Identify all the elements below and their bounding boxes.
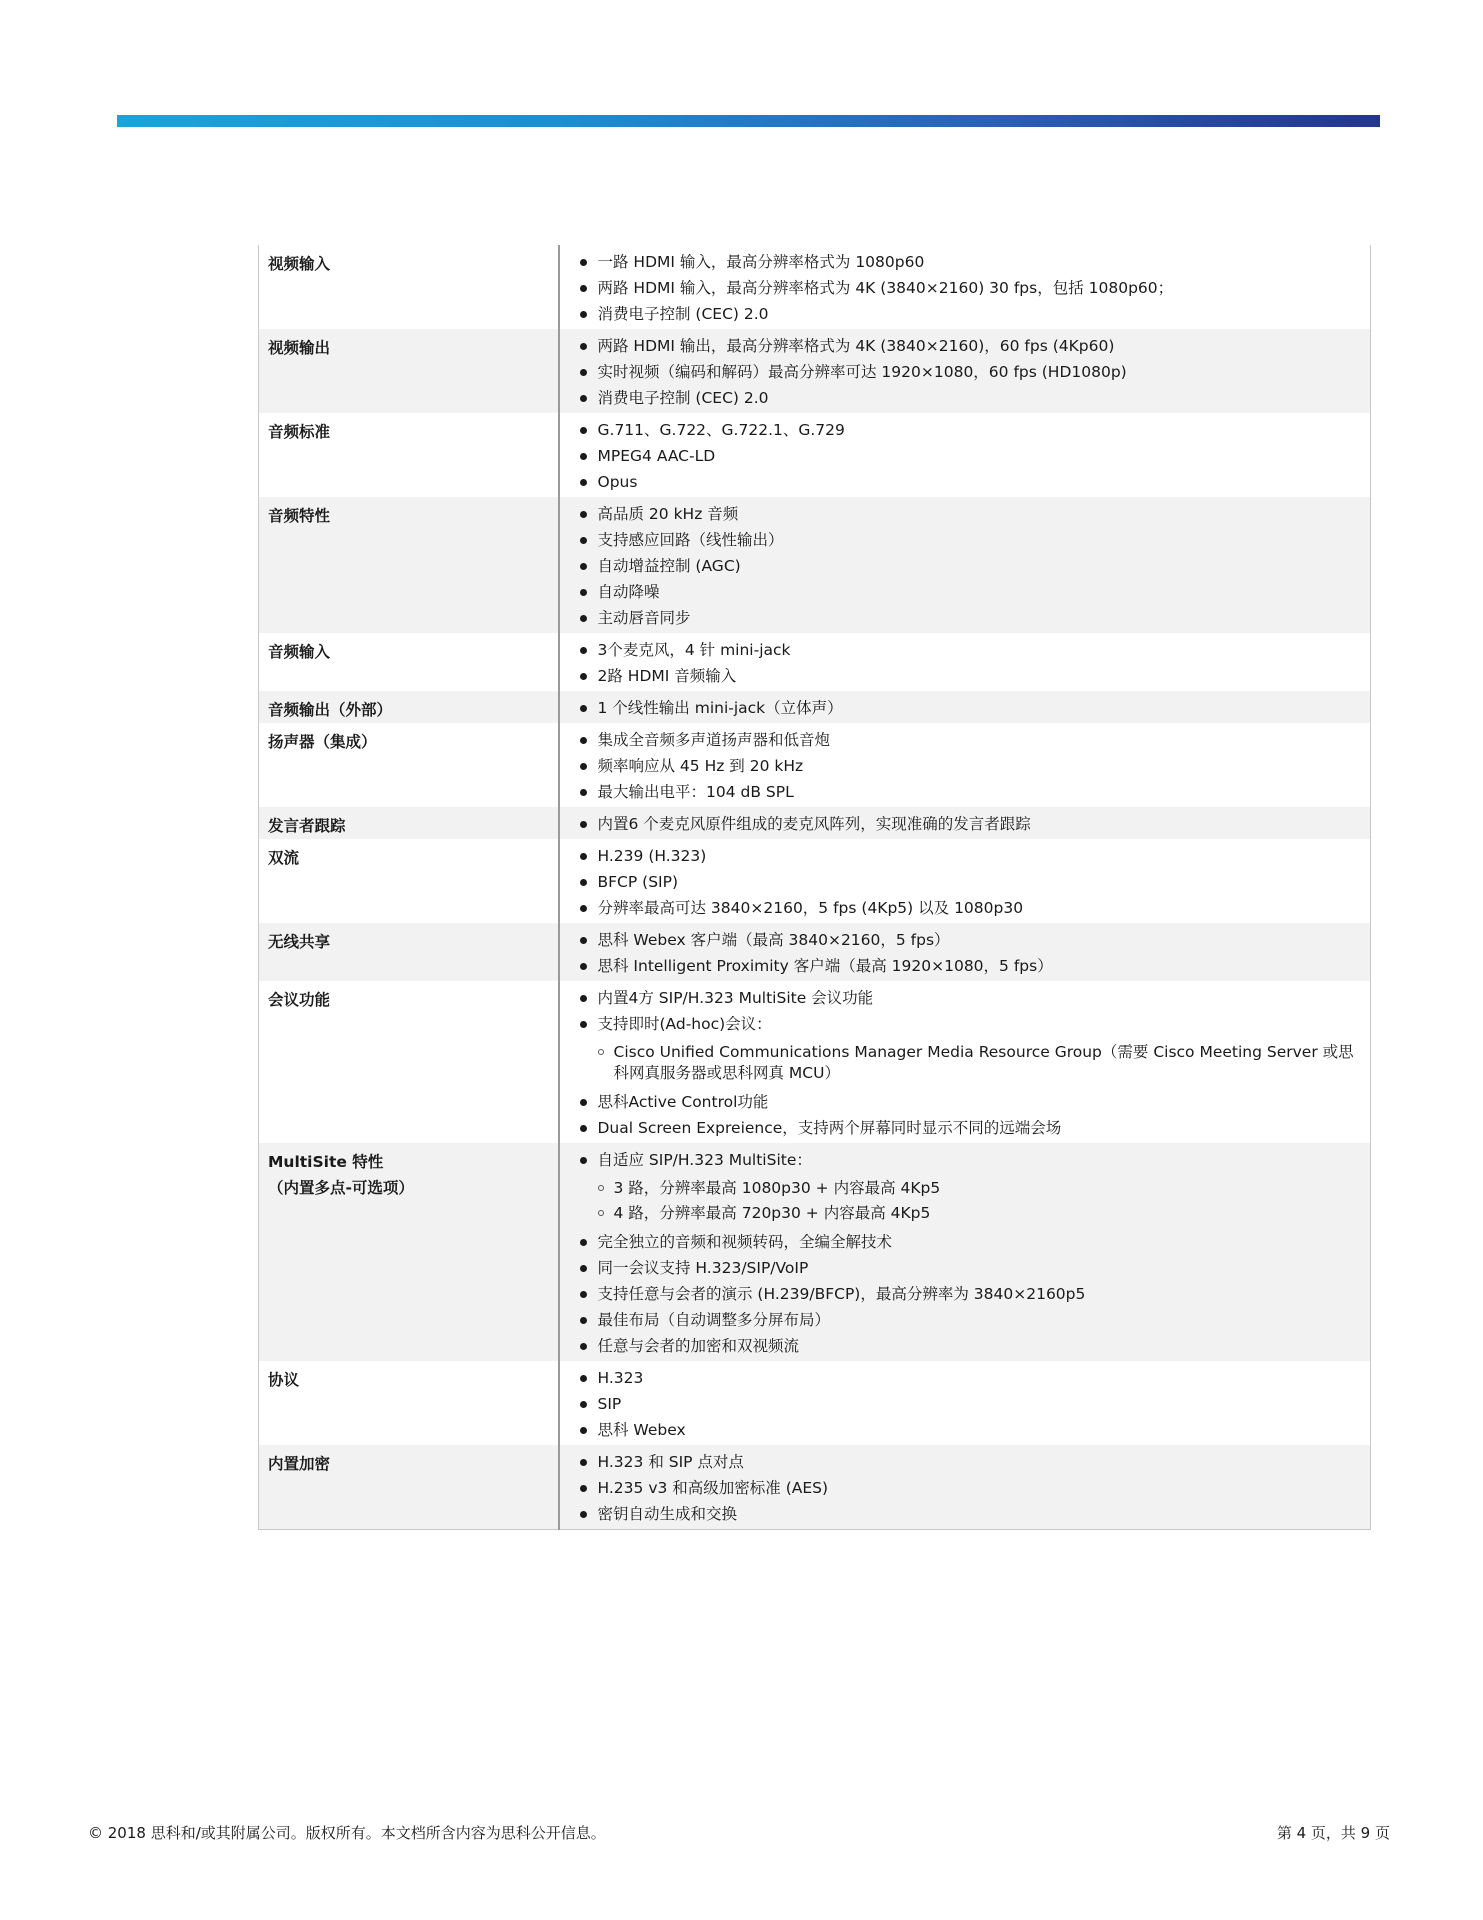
spec-bullet-list [560, 1147, 1359, 1359]
spec-items-cell [559, 633, 1371, 691]
spec-bullet-list [560, 417, 1359, 495]
spec-bullet-text: Dual Screen Expreience，支持两个屏幕同时显示不同的远端会场 [597, 1119, 1062, 1137]
spec-label-cell [259, 633, 559, 691]
spec-bullet-item [560, 275, 1359, 301]
spec-items-cell [559, 1143, 1371, 1361]
spec-row [259, 413, 1371, 497]
spec-bullet-list [560, 843, 1359, 921]
spec-items-cell [559, 1445, 1371, 1530]
spec-bullet-text: H.235 v3 和高级加密标准 (AES) [597, 1479, 829, 1497]
spec-bullet-text: 支持即时(Ad-hoc)会议： [597, 1015, 772, 1033]
spec-items-cell [559, 413, 1371, 497]
spec-bullet-item [560, 1147, 1359, 1173]
spec-bullet-list [560, 927, 1359, 979]
spec-bullet-text: 分辨率最高可达 3840×2160，5 fps (4Kp5) 以及 1080p30 [597, 899, 1024, 917]
spec-label: 视频输出 [268, 339, 331, 357]
spec-bullet-list [560, 695, 1359, 721]
spec-row [259, 633, 1371, 691]
spec-bullet-text: 密钥自动生成和交换 [597, 1505, 738, 1523]
spec-bullet-item [560, 1255, 1359, 1281]
spec-bullet-text: 支持感应回路（线性输出） [597, 531, 784, 549]
header-accent-bar [117, 115, 1380, 127]
spec-row [259, 1445, 1371, 1530]
spec-bullet-text: 完全独立的音频和视频转码，全编全解技术 [597, 1233, 893, 1251]
spec-bullet-item [560, 1089, 1359, 1115]
spec-row [259, 245, 1371, 329]
spec-bullet-text: 思科 Intelligent Proximity 客户端（最高 1920×1080，5 fps） [597, 957, 1053, 975]
spec-bullet-item [560, 249, 1359, 275]
spec-items-cell [559, 497, 1371, 633]
spec-label-cell [259, 723, 559, 807]
spec-bullet-item [560, 727, 1359, 753]
spec-label-cell [259, 1445, 559, 1530]
spec-bullet-item [560, 333, 1359, 359]
spec-label: 发言者跟踪 [268, 817, 346, 835]
spec-bullet-item [560, 779, 1359, 805]
spec-bullet-text: 一路 HDMI 输入，最高分辨率格式为 1080p60 [597, 253, 925, 271]
spec-bullet-item [560, 605, 1359, 631]
spec-bullet-list [560, 727, 1359, 805]
spec-bullet-text: 思科 Webex [597, 1421, 686, 1439]
spec-bullet-text: 2路 HDMI 音频输入 [597, 667, 737, 685]
spec-bullet-item [560, 501, 1359, 527]
spec-label-cell [259, 981, 559, 1143]
spec-bullet-text: 支持任意与会者的演示 (H.239/BFCP)，最高分辨率为 3840×2160p5 [597, 1285, 1086, 1303]
spec-bullet-item [560, 1417, 1359, 1443]
spec-bullet-text: 自动增益控制 (AGC) [597, 557, 741, 575]
spec-bullet-list [560, 501, 1359, 631]
spec-bullet-text: Opus [597, 473, 638, 491]
spec-items-cell [559, 1361, 1371, 1445]
spec-items-cell [559, 723, 1371, 807]
spec-bullet-item [560, 953, 1359, 979]
spec-row [259, 923, 1371, 981]
spec-bullet-text: 主动唇音同步 [597, 609, 691, 627]
spec-bullet-text: 内置4方 SIP/H.323 MultiSite 会议功能 [597, 989, 874, 1007]
footer-copyright: © 2018 思科和/或其附属公司。版权所有。本文档所含内容为思科公开信息。 [88, 1824, 606, 1842]
spec-sub-item: Cisco Unified Communications Manager Media Resource Group（需要 Cisco Meeting Server 或思科网真服务器或思科网真 MCU） [560, 1040, 1359, 1086]
spec-bullet-text: 1 个线性输出 mini-jack（立体声） [597, 699, 843, 717]
spec-label-cell [259, 497, 559, 633]
spec-bullet-text: 最佳布局（自动调整多分屏布局） [597, 1311, 831, 1329]
spec-label: 视频输入 [268, 255, 331, 273]
spec-label: 无线共享 [268, 933, 331, 951]
spec-row [259, 691, 1371, 723]
spec-bullet-text: 两路 HDMI 输出，最高分辨率格式为 4K (3840×2160)，60 fps (4Kp60) [597, 337, 1115, 355]
spec-label: 扬声器（集成） [268, 733, 377, 751]
spec-items-cell [559, 923, 1371, 981]
spec-bullet-item [560, 753, 1359, 779]
spec-bullet-list [560, 637, 1359, 689]
spec-label: 双流 [268, 849, 300, 867]
spec-bullet-text: G.711、G.722、G.722.1、G.729 [597, 421, 845, 439]
spec-bullet-text: 思科 Webex 客户端（最高 3840×2160，5 fps） [597, 931, 950, 949]
spec-row [259, 329, 1371, 413]
spec-bullet-item [560, 663, 1359, 689]
spec-bullet-list [560, 249, 1359, 327]
spec-row [259, 497, 1371, 633]
spec-bullet-text: 思科Active Control功能 [597, 1093, 769, 1111]
spec-bullet-text: 消费电子控制 (CEC) 2.0 [597, 305, 769, 323]
spec-bullet-item [560, 359, 1359, 385]
spec-bullet-item [560, 579, 1359, 605]
spec-bullet-list [560, 985, 1359, 1141]
spec-bullet-item [560, 417, 1359, 443]
spec-items-cell [559, 807, 1371, 839]
spec-label-cell [259, 807, 559, 839]
spec-label-cell [259, 1143, 559, 1361]
spec-table-body [259, 245, 1371, 1530]
spec-bullet-list [560, 333, 1359, 411]
spec-row [259, 1143, 1371, 1361]
spec-label-cell [259, 245, 559, 329]
spec-bullet-text: H.323 和 SIP 点对点 [597, 1453, 744, 1471]
spec-bullet-list [560, 1449, 1359, 1527]
spec-label-cell [259, 1361, 559, 1445]
spec-row [259, 723, 1371, 807]
spec-bullet-item [560, 301, 1359, 327]
spec-bullet-text: H.239 (H.323) [597, 847, 707, 865]
spec-label-cell [259, 691, 559, 723]
spec-bullet-item [560, 895, 1359, 921]
spec-row [259, 807, 1371, 839]
spec-bullet-text: BFCP (SIP) [597, 873, 678, 891]
spec-label-cell [259, 329, 559, 413]
spec-bullet-text: 3个麦克风，4 针 mini-jack [597, 641, 791, 659]
spec-bullet-item [560, 1281, 1359, 1307]
spec-bullet-text: 任意与会者的加密和双视频流 [597, 1337, 800, 1355]
spec-items-cell [559, 329, 1371, 413]
spec-label: 音频标准 [268, 423, 331, 441]
spec-label: 协议 [268, 1371, 300, 1389]
spec-bullet-text: 同一会议支持 H.323/SIP/VoIP [597, 1259, 809, 1277]
spec-bullet-item [560, 1011, 1359, 1037]
spec-bullet-item [560, 927, 1359, 953]
spec-bullet-item [560, 1365, 1359, 1391]
spec-bullet-item [560, 869, 1359, 895]
spec-bullet-text: 最大输出电平：104 dB SPL [597, 783, 794, 801]
spec-bullet-item [560, 695, 1359, 721]
spec-bullet-item [560, 1391, 1359, 1417]
spec-table [258, 245, 1371, 1530]
spec-bullet-item [560, 811, 1359, 837]
spec-row [259, 839, 1371, 923]
spec-bullet-text: MPEG4 AAC-LD [597, 447, 716, 465]
spec-bullet-item [560, 1229, 1359, 1255]
spec-bullet-item [560, 469, 1359, 495]
spec-bullet-text: 内置6 个麦克风原件组成的麦克风阵列，实现准确的发言者跟踪 [597, 815, 1031, 833]
spec-bullet-item [560, 385, 1359, 411]
spec-row [259, 981, 1371, 1143]
spec-items-cell [559, 245, 1371, 329]
spec-bullet-text: 频率响应从 45 Hz 到 20 kHz [597, 757, 804, 775]
spec-bullet-item [560, 1501, 1359, 1527]
spec-label-cell [259, 413, 559, 497]
spec-bullet-item [560, 1475, 1359, 1501]
spec-bullet-item [560, 1449, 1359, 1475]
spec-bullet-text: 自适应 SIP/H.323 MultiSite： [597, 1151, 812, 1169]
spec-bullet-item [560, 553, 1359, 579]
spec-bullet-text: 消费电子控制 (CEC) 2.0 [597, 389, 769, 407]
spec-bullet-item [560, 985, 1359, 1011]
spec-label: 音频特性 [268, 507, 331, 525]
spec-bullet-text: H.323 [597, 1369, 644, 1387]
footer-page-number: 第 4 页，共 9 页 [1276, 1824, 1390, 1842]
spec-label: MultiSite 特性 [268, 1153, 384, 1171]
spec-bullet-text: 两路 HDMI 输入，最高分辨率格式为 4K (3840×2160) 30 fps，包括 1080p60； [597, 279, 1174, 297]
spec-items-cell [559, 691, 1371, 723]
spec-label-cell [259, 923, 559, 981]
spec-label: 音频输入 [268, 643, 331, 661]
spec-bullet-item [560, 527, 1359, 553]
spec-bullet-item [560, 1333, 1359, 1359]
spec-bullet-list [560, 1365, 1359, 1443]
spec-bullet-text: 集成全音频多声道扬声器和低音炮 [597, 731, 831, 749]
spec-label: 音频输出（外部） [268, 701, 393, 719]
spec-items-cell [559, 981, 1371, 1143]
spec-sub-item: 4 路，分辨率最高 720p30 + 内容最高 4Kp5 [560, 1201, 1359, 1226]
spec-bullet-item [560, 843, 1359, 869]
spec-bullet-item [560, 637, 1359, 663]
spec-bullet-item [560, 443, 1359, 469]
spec-bullet-item [560, 1115, 1359, 1141]
spec-row [259, 1361, 1371, 1445]
spec-sub-list [560, 1040, 1359, 1086]
spec-sub-item: 3 路，分辨率最高 1080p30 + 内容最高 4Kp5 [560, 1176, 1359, 1201]
spec-bullet-text: 实时视频（编码和解码）最高分辨率可达 1920×1080，60 fps (HD1080p) [597, 363, 1127, 381]
spec-bullet-text: SIP [597, 1395, 622, 1413]
spec-label-sub: （内置多点-可选项） [268, 1179, 414, 1197]
spec-bullet-item [560, 1307, 1359, 1333]
spec-label-cell [259, 839, 559, 923]
spec-bullet-list [560, 811, 1359, 837]
spec-label: 会议功能 [268, 991, 331, 1009]
spec-label: 内置加密 [268, 1455, 331, 1473]
spec-sub-list [560, 1176, 1359, 1226]
spec-bullet-text: 自动降噪 [597, 583, 660, 601]
spec-items-cell [559, 839, 1371, 923]
spec-bullet-text: 高品质 20 kHz 音频 [597, 505, 739, 523]
